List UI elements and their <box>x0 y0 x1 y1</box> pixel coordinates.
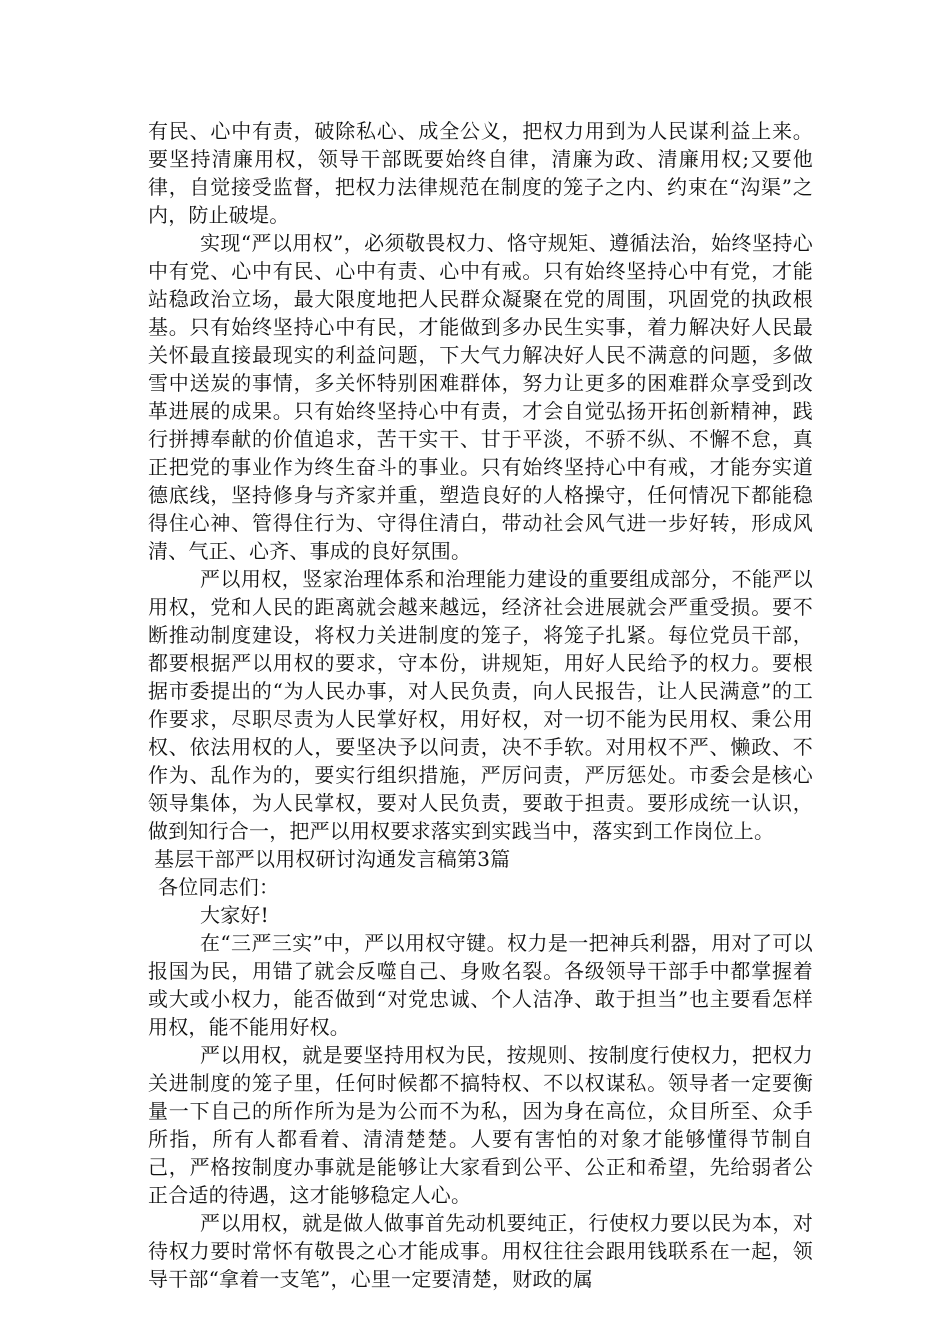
paragraph-3: 严以用权，竖家治理体系和治理能力建设的重要组成部分，不能严以用权，党和人民的距离就会越来越远，经济社会进展就会严重受损。要不断推动制度建设，将权力关进制度的笼子，将笼子扎紧。每位党员干部，都要根据严以用权的要求，守本份，讲规矩，用好人民给予的权力。要根据市委提出的“为人民办事，对人民负责，向人民报告，让人民满意”的工作要求，尽职尽责为人民掌好权，用好权，对一切不能为民用权、秉公用权、依法用权的人，要坚决予以问责，决不手软。对用权不严、懒政、不作为、乱作为的，要实行组织措施，严厉问责，严厉惩处。市委会是核心领导集体，为人民掌权，要对人民负责，要敢于担责。要形成统一认识，做到知行合一，把严以用权要求落实到实践当中，落实到工作岗位上。 <box>148 567 813 843</box>
salutation: 各位同志们： <box>158 875 280 899</box>
document-body <box>148 117 813 1293</box>
greeting: 大家好! <box>200 903 269 927</box>
paragraph-2: 实现“严以用权”，必须敬畏权力、恪守规矩、遵循法治，始终坚持心中有党、心中有民、心中有责、心中有戒。只有始终坚持心中有党，才能站稳政治立场，最大限度地把人民群众凝聚在党的周围，巩固党的执政根基。只有始终坚持心中有民，才能做到多办民生实事，着力解决好人民最关怀最直接最现实的利益问题，下大气力解决好人民不满意的问题，多做雪中送炭的事情，多关怀特别困难群体，努力让更多的困难群众享受到改革进展的成果。只有始终坚持心中有责，才会自觉弘扬开拓创新精神，践行拼搏奉献的价值追求，苦干实干、甘于平淡，不骄不纵、不懈不怠，真正把党的事业作为终生奋斗的事业。只有始终坚持心中有戒，才能夯实道德底线，坚持修身与齐家并重，塑造良好的人格操守，任何情况下都能稳得住心神、管得住行为、守得住清白，带动社会风气进一步好转，形成风清、气正、心齐、事成的良好氛围。 <box>148 231 813 563</box>
paragraph-5: 严以用权，就是要坚持用权为民，按规则、按制度行使权力，把权力关进制度的笼子里，任何时候都不搞特权、不以权谋私。领导者一定要衡量一下自己的所作所为是为公而不为私，因为身在高位，众目所至、众手所指，所有人都看着、清清楚楚。人要有害怕的对象才能够懂得节制自己，严格按制度办事就是能够让大家看到公平、公正和希望，先给弱者公正合适的待遇，这才能够稳定人心。 <box>148 1043 813 1207</box>
section-heading: 基层干部严以用权研讨沟通发言稿第3篇 <box>154 847 511 871</box>
paragraph-1: 有民、心中有责，破除私心、成全公义，把权力用到为人民谋利益上来。要坚持清廉用权，领导干部既要始终自律，清廉为政、清廉用权;又要他律，自觉接受监督，把权力法律规范在制度的笼子之内、约束在“沟渠”之内，防止破堤。 <box>148 119 813 227</box>
paragraph-6: 严以用权，就是做人做事首先动机要纯正，行使权力要以民为本，对待权力要时常怀有敬畏之心才能成事。用权往往会跟用钱联系在一起，领导干部“拿着一支笔”，心里一定要清楚，财政的属 <box>148 1211 813 1291</box>
paragraph-4: 在“三严三实”中，严以用权守键。权力是一把神兵利器，用对了可以报国为民，用错了就会反噬自己、身败名裂。各级领导干部手中都掌握着或大或小权力，能否做到“对党忠诚、个人洁净、敢于担当”也主要看怎样用权，能不能用好权。 <box>148 931 813 1039</box>
